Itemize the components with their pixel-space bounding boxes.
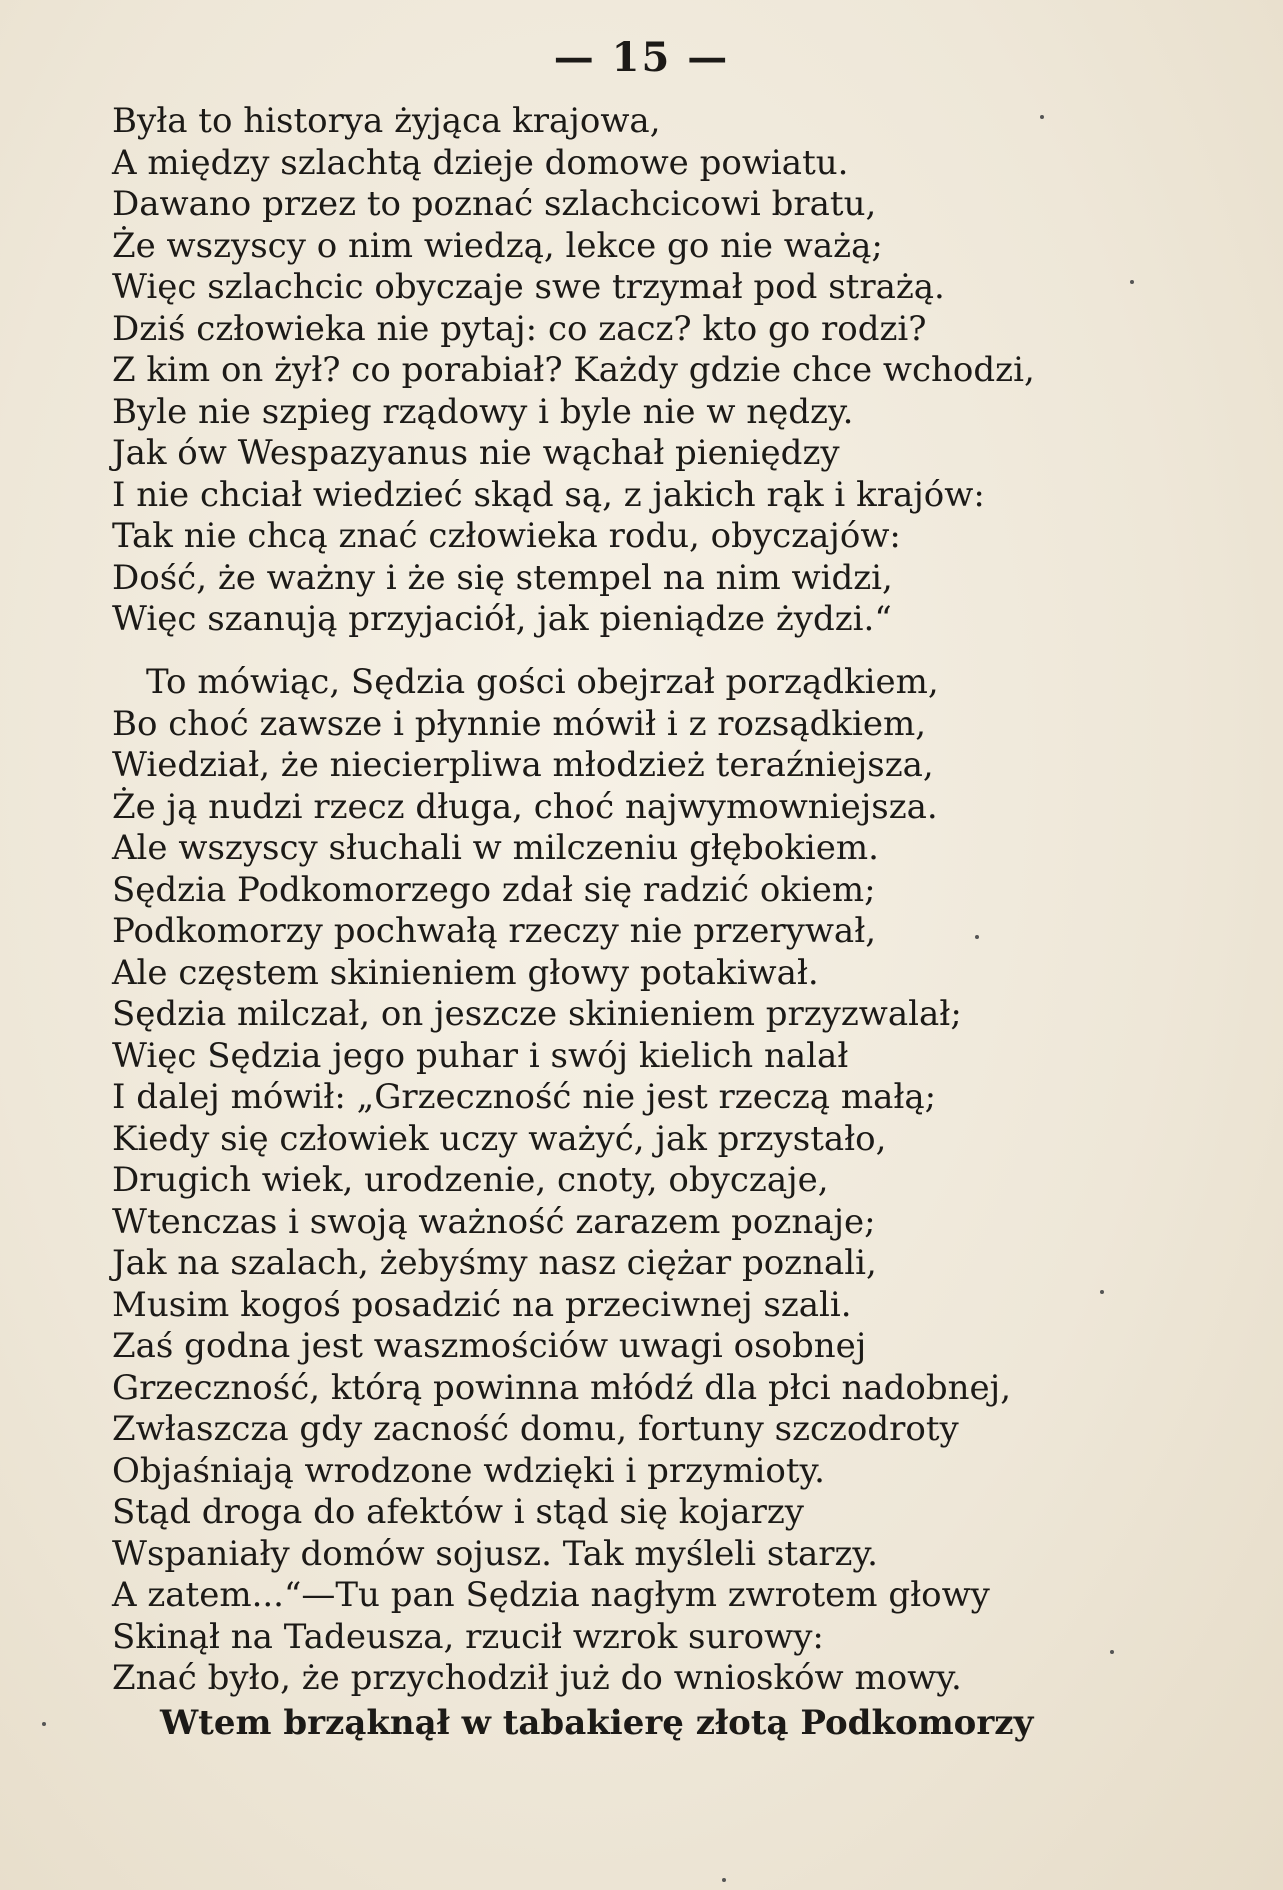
verse-line: Była to historya żyjąca krajowa,: [112, 101, 661, 141]
verse-line: Więc Sędzia jego puhar i swój kielich nalał: [112, 1035, 849, 1076]
verse-line: To mówiąc, Sędzia gości obejrzał porządkiem,: [146, 662, 939, 702]
verse-line: Ale częstem skinieniem głowy potakiwał.: [112, 952, 819, 993]
verse-line: Że ją nudzi rzecz długa, choć najwymowniejsza.: [112, 786, 938, 827]
verse-line: Dość, że ważny i że się stempel na nim widzi,: [112, 557, 893, 598]
verse-line: Zwłaszcza gdy zacność domu, fortuny szczodroty: [112, 1409, 959, 1449]
verse-line: I nie chciał wiedzieć skąd są, z jakich rąk i krajów:: [112, 474, 985, 515]
verse-line: A między szlachtą dzieje domowe powiatu.: [112, 142, 849, 183]
verse-line: Ale wszyscy słuchali w milczeniu głębokiem.: [112, 828, 879, 868]
verse-line: Wtenczas i swoją ważność zarazem poznaje;: [112, 1201, 876, 1242]
verse-line: Tak nie chcą znać człowieka rodu, obyczajów:: [112, 516, 901, 556]
verse-line: Zaś godna jest waszmościów uwagi osobnej: [112, 1326, 867, 1366]
verse-line: Stąd droga do afektów i stąd się kojarzy: [112, 1492, 804, 1532]
verse-line: A zatem...“—Tu pan Sędzia nagłym zwrotem głowy: [112, 1575, 990, 1615]
verse-line: Kiedy się człowiek uczy ważyć, jak przystało,: [112, 1118, 887, 1159]
verse-line: Sędzia milczał, on jeszcze skinieniem przyzwalał;: [112, 994, 962, 1034]
verse-line: Wiedział, że niecierpliwa młodzież teraźniejsza,: [112, 745, 934, 785]
paper-speck: [722, 1878, 726, 1882]
stanza-2: [112, 662, 1192, 1700]
verse-line: Jak ów Wespazyanus nie wąchał pieniędzy: [112, 433, 840, 473]
verse-line: Dziś człowieka nie pytaj: co zacz? kto go rodzi?: [112, 308, 927, 349]
catchword-line: Wtem brząknął w tabakierę złotą Podkomorzy: [160, 1703, 1034, 1743]
verse-line: Podkomorzy pochwałą rzeczy nie przerywał,: [112, 911, 877, 951]
paper-speck: [1100, 1290, 1104, 1294]
paper-speck: [42, 1722, 46, 1726]
verse-line: Skinął na Tadeusza, rzucił wzrok surowy:: [112, 1616, 824, 1657]
paper-speck: [1130, 280, 1134, 284]
verse-line: Byle nie szpieg rządowy i byle nie w nędzy.: [112, 391, 854, 432]
verse-line: Z kim on żył? co porabiał? Każdy gdzie chce wchodzi,: [112, 350, 1035, 390]
verse-line: Dawano przez to poznać szlachcicowi bratu,: [112, 184, 877, 224]
verse-line: Więc szanują przyjaciół, jak pieniądze żydzi.“: [112, 599, 892, 639]
verse-line: Drugich wiek, urodzenie, cnoty, obyczaje,: [112, 1160, 829, 1200]
verse-line: Że wszyscy o nim wiedzą, lekce go nie ważą;: [112, 225, 883, 266]
verse-line: Jak na szalach, żebyśmy nasz ciężar poznali,: [112, 1243, 877, 1283]
verse-line: Znać było, że przychodził już do wniosków mowy.: [112, 1658, 962, 1698]
paper-speck: [975, 935, 979, 939]
verse-line: I dalej mówił: „Grzeczność nie jest rzeczą małą;: [112, 1077, 937, 1117]
verse-line: Więc szlachcic obyczaje swe trzymał pod strażą.: [112, 267, 945, 307]
paper-speck: [1110, 1650, 1114, 1654]
verse-line: Musim kogoś posadzić na przeciwnej szali.: [112, 1284, 852, 1325]
verse-line: Objaśniają wrodzone wdzięki i przymioty.: [112, 1450, 825, 1491]
stanza-1: [112, 101, 1192, 641]
verse-line: Bo choć zawsze i płynnie mówił i z rozsądkiem,: [112, 703, 927, 744]
page-number: — 15 —: [553, 34, 730, 81]
verse-line: Wspaniały domów sojusz. Tak myśleli starzy.: [112, 1533, 878, 1574]
verse-line: Grzeczność, którą powinna młódź dla płci nadobnej,: [112, 1367, 1012, 1408]
verse-line: Sędzia Podkomorzego zdał się radzić okiem;: [112, 869, 876, 910]
paper-speck: [1040, 115, 1044, 119]
